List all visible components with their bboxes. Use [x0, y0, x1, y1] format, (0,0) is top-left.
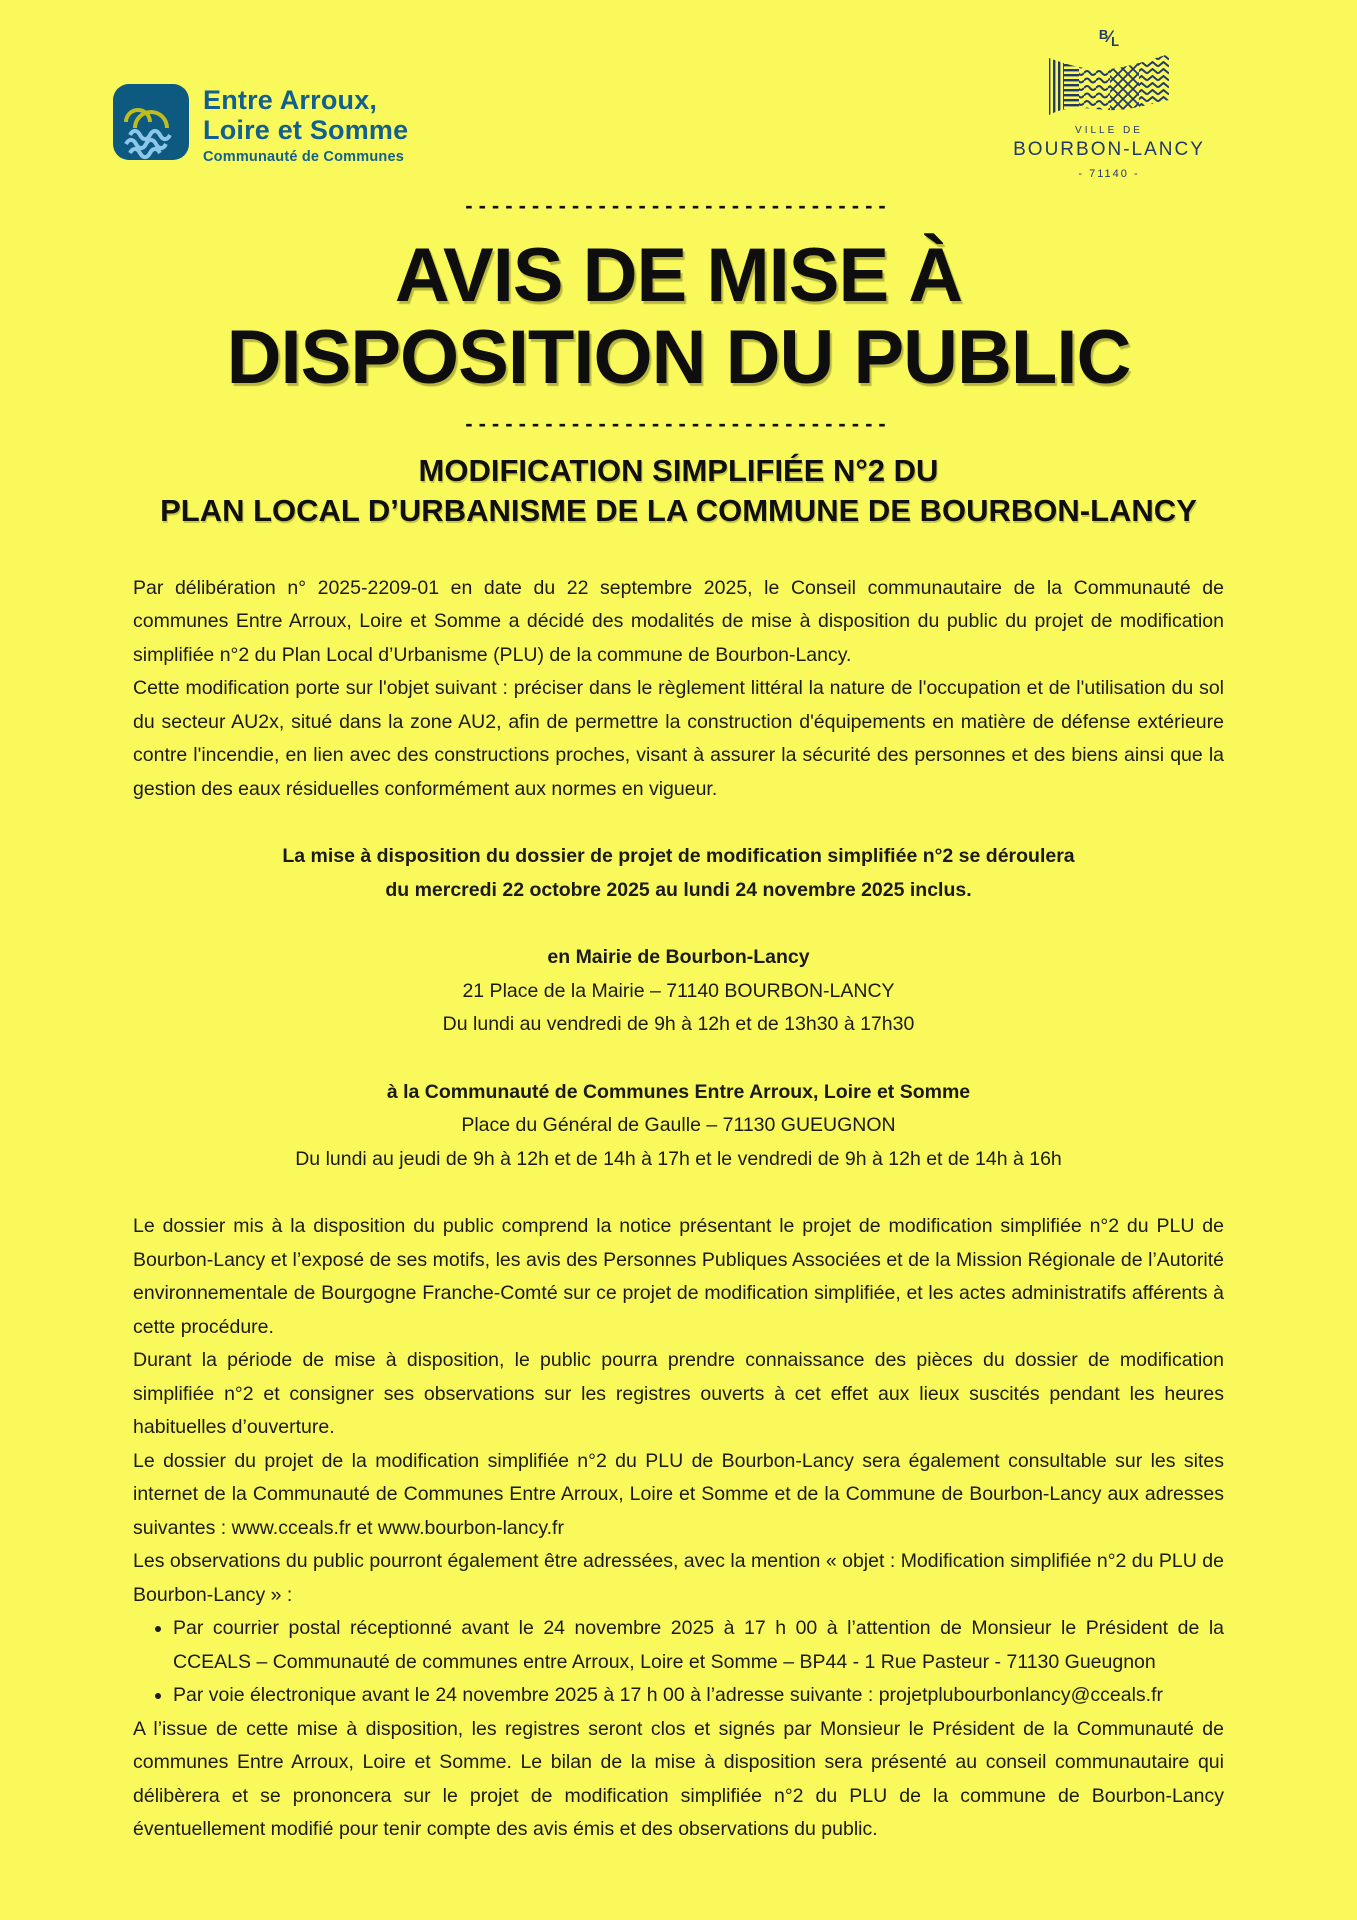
cceals-name-line1: Entre Arroux,: [203, 85, 378, 115]
paragraph-deliberation: Par délibération n° 2025-2209-01 en date du 22 septembre 2025, le Conseil communautaire de la Communauté de communes Entre Arroux, Loire et Somme a décidé des modalités de mise à disposition du public du projet de modification simplifiée n°2 du Plan Local d’Urbanisme (PLU) de la commune de Bourbon-Lancy.: [133, 576, 1224, 666]
list-item-courrier: • Par courrier postal réceptionné avant le 24 novembre 2025 à 17 h 00 à l’attention de Monsieur le Président de la CCEALS – Communauté de communes entre Arroux, Loire et Somme – BP44 - 1 Rue Pasteur - 71130 Gueugnon: [173, 1612, 1224, 1679]
notice-subtitle: [0, 451, 1357, 532]
title-line1: AVIS DE MISE À: [394, 233, 963, 318]
title-block: [0, 193, 1357, 532]
cceals-logo-text: [203, 84, 408, 165]
bl-monogram: [1009, 28, 1209, 50]
page-title: [0, 235, 1357, 399]
monogram-l: L: [1111, 34, 1120, 49]
submission-options-list: [133, 1612, 1224, 1713]
postal-code: - 71140 -: [1078, 168, 1140, 180]
subtitle-line1: MODIFICATION SIMPLIFIÉE N°2 DU: [418, 453, 939, 489]
cceals-name-line2: Loire et Somme: [203, 114, 409, 145]
dashed-divider-top: --------------------------------: [465, 193, 892, 218]
paragraph-cloture: A l’issue de cette mise à disposition, les registres seront clos et signés par Monsieur le Président de la Communauté de communes Entre Arroux, Loire et Somme. Le bilan de la mise à disposition sera présenté au conseil communautaire qui délibèrera et se prononcera sur le projet de modification simplifiée n°2 du PLU de la commune de Bourbon-Lancy éventuellement modifié pour tenir compte des avis émis et des observations du public.: [133, 1717, 1224, 1841]
paragraph-consultation: Durant la période de mise à disposition, le public pourra prendre connaissance des pièces du dossier de modification simplifiée n°2 et consigner ses observations sur les registres ouverts à cet effet aux lieux suscités pendant les heures habituelles d’ouverture.: [133, 1349, 1224, 1439]
monogram-b: B: [1098, 27, 1109, 42]
bourbon-lancy-logo: [1009, 28, 1209, 180]
ville-de-label: VILLE DE: [1075, 125, 1143, 136]
monogram-slash: ⁄: [1108, 27, 1112, 46]
paragraph-dossier-contenu: Le dossier mis à la disposition du public comprend la notice présentant le projet de modification simplifiée n°2 du PLU de Bourbon-Lancy et l’exposé de ses motifs, les avis des Personnes Publiques Associées et de la Mission Régionale de l’Autorité environnementale de Bourgogne Franche-Comté sur ce projet de modification simplifiée, et les actes administratifs afférents à cette procédure.: [133, 1215, 1224, 1338]
paragraph-objet: Cette modification porte sur l'objet suivant : préciser dans le règlement littéral la nature de l'occupation et de l'utilisation du sol du secteur AU2x, situé dans la zone AU2, afin de permettre la construction d'équipements en matière de défense extérieure contre l'incendie, en lien avec des constructions proches, visant à assurer la sécurité des personnes et des biens ainsi que la gestion des eaux résiduelles conformément aux normes en vigueur.: [133, 677, 1224, 800]
venue1-address: 21 Place de la Mairie – 71140 BOURBON-LANCY: [462, 979, 895, 1002]
title-line2: DISPOSITION DU PUBLIC: [226, 315, 1131, 401]
venue2-address: Place du Général de Gaulle – 71130 GUEUGNON: [461, 1114, 896, 1137]
subtitle-line2: PLAN LOCAL D’URBANISME DE LA COMMUNE DE BOURBON-LANCY: [160, 493, 1197, 529]
city-name: BOURBON-LANCY: [1013, 139, 1205, 160]
sun-waves-icon: [113, 84, 189, 160]
highlight-line2: du mercredi 22 octobre 2025 au lundi 24 novembre 2025 inclus.: [385, 878, 972, 901]
venue1-hours: Du lundi au vendredi de 9h à 12h et de 13h30 à 17h30: [442, 1013, 915, 1036]
highlight-line1: La mise à disposition du dossier de projet de modification simplifiée n°2 se déroulera: [282, 845, 1075, 868]
butterfly-pattern-icon: [1048, 54, 1170, 116]
cceals-subtitle: Communauté de Communes: [203, 149, 404, 166]
header: [0, 0, 1357, 185]
list-item-email: • Par voie électronique avant le 24 novembre 2025 à 17 h 00 à l’adresse suivante : projetplubourbonlancy@cceals.fr: [173, 1679, 1224, 1713]
dashed-divider-bottom: --------------------------------: [465, 411, 892, 437]
venue1-name: en Mairie de Bourbon-Lancy: [547, 946, 810, 969]
venue2-name: à la Communauté de Communes Entre Arroux, Loire et Somme: [386, 1080, 971, 1103]
paragraph-sites-internet: Le dossier du projet de la modification simplifiée n°2 du PLU de Bourbon-Lancy sera également consultable sur les sites internet de la Communauté de Communes Entre Arroux, Loire et Somme et de la Commune de Bourbon-Lancy aux adresses suivantes : www.cceals.fr et www.bourbon-lancy.fr: [133, 1449, 1224, 1539]
cceals-logo: [113, 84, 408, 165]
notice-body: [0, 532, 1357, 1847]
paragraph-observations: Les observations du public pourront également être adressées, avec la mention « objet : Modification simplifiée n°2 du PLU de Bourbon-Lancy » :: [133, 1550, 1224, 1606]
venue2-hours: Du lundi au jeudi de 9h à 12h et de 14h à 17h et le vendredi de 9h à 12h et de 14h à 16h: [295, 1147, 1062, 1170]
